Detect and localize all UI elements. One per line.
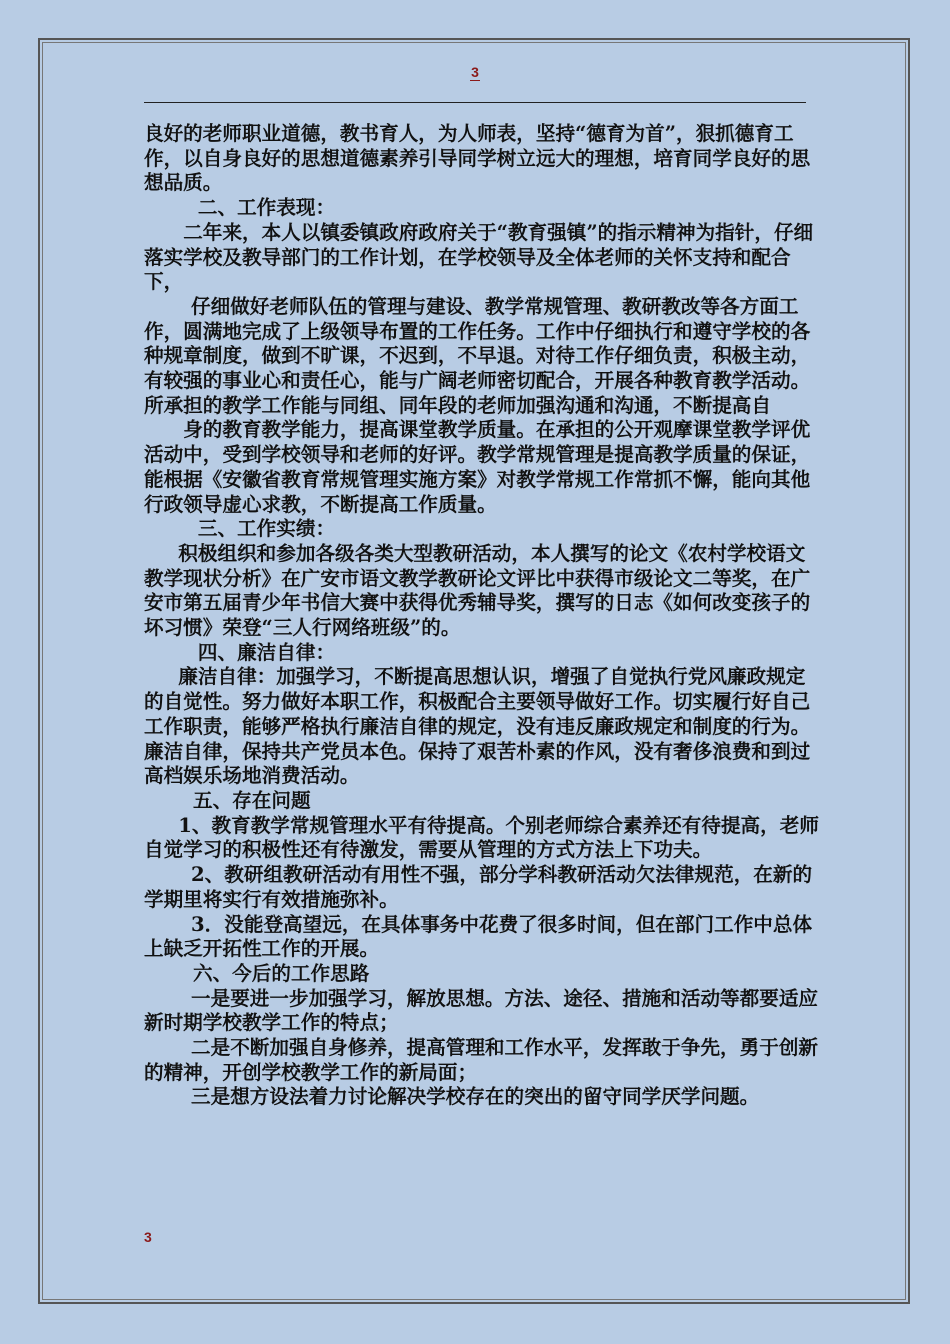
paragraph-4: 身的教育教学能力，提高课堂教学质量。在承担的公开观摩课堂教学评优活动中，受到学校领导和老师的好评。教学常规管理是提高教学质量的保证，能根据《安徽省教育常规管理实施方案》对教学常规工作常抓不懈，能向其他行政领导虚心求教，不断提高工作质量。: [144, 418, 811, 516]
paragraph-1: 良好的老师职业道德，教书育人，为人师表，坚持“德育为首”，狠抓德育工作，以自身良好的思想道德素养引导同学树立远大的理想，培育同学良好的思想品质。: [144, 122, 811, 195]
plan-2: 二是不断加强自身修养，提高管理和工作水平，发挥敢于争先，勇于创新的精神，开创学校教学工作的新局面；: [144, 1036, 819, 1084]
paragraph-6: 廉洁自律：加强学习，不断提高思想认识，增强了自觉执行党风廉政规定的自觉性。努力做好本职工作，积极配合主要领导做好工作。切实履行好自己工作职责，能够严格执行廉洁自律的规定，没有违反廉政规定和制度的行为。廉洁自律，保持共产党员本色。保持了艰苦朴素的作风，没有奢侈浪费和到过高档娱乐场地消费活动。: [144, 665, 811, 788]
page-number-top: 3: [471, 64, 479, 80]
heading-integrity: 四、廉洁自律：: [197, 640, 336, 664]
plan-1: 一是要进一步加强学习，解放思想。方法、途径、措施和活动等都要适应新时期学校教学工作的特点；: [144, 986, 819, 1035]
page-number-bottom: 3: [144, 1229, 152, 1245]
plan-3: 三是想方设法着力讨论解决学校存在的突出的留守同学厌学问题。: [191, 1085, 760, 1109]
paragraph-5: 积极组织和参加各级各类大型教研活动，本人撰写的论文《农村学校语文教学现状分析》在广安市语文教学教研论文评比中获得市级论文二等奖，在广安市第五届青少年书信大赛中获得优秀辅导奖，撰写的日志《如何改变孩子的坏习惯》荣登“三人行网络班级”的。: [144, 541, 811, 640]
document-body: [144, 122, 820, 1110]
paragraph-3: 仔细做好老师队伍的管理与建设、教学常规管理、教研教改等各方面工作，圆满地完成了上级领导布置的工作任务。工作中仔细执行和遵守学校的各种规章制度，做到不旷课，不迟到，不早退。对待工作仔细负责，积极主动，有较强的事业心和责任心，能与广阔老师密切配合，开展各种教育教学活动。所承担的教学工作能与同组、同年段的老师加强沟通和沟通，不断提高自: [144, 294, 811, 417]
problem-3: 3．没能登高望远，在具体事务中花费了很多时间，但在部门工作中总体上缺乏开拓性工作的开展。: [144, 912, 813, 961]
paragraph-2: 二年来，本人以镇委镇政府政府关于“教育强镇”的指示精神为指针，仔细落实学校及教导部门的工作计划，在学校领导及全体老师的关怀支持和配合下，: [144, 220, 814, 294]
header-rule: [144, 102, 806, 103]
problem-2: 2、教研组教研活动有用性不强，部分学科教研活动欠法律规范，在新的学期里将实行有效措施弥补。: [144, 863, 813, 911]
heading-work-achievements: 三、工作实绩：: [197, 517, 336, 541]
heading-problems: 五、存在问题: [193, 788, 311, 812]
problem-1: 1、教育教学常规管理水平有待提高。个别老师综合素养还有待提高，老师自觉学习的积极性还有待激发，需要从管理的方式方法上下功夫。: [144, 813, 819, 862]
heading-work-performance: 二、工作表现：: [197, 196, 336, 220]
heading-future-plans: 六、今后的工作思路: [193, 961, 370, 985]
